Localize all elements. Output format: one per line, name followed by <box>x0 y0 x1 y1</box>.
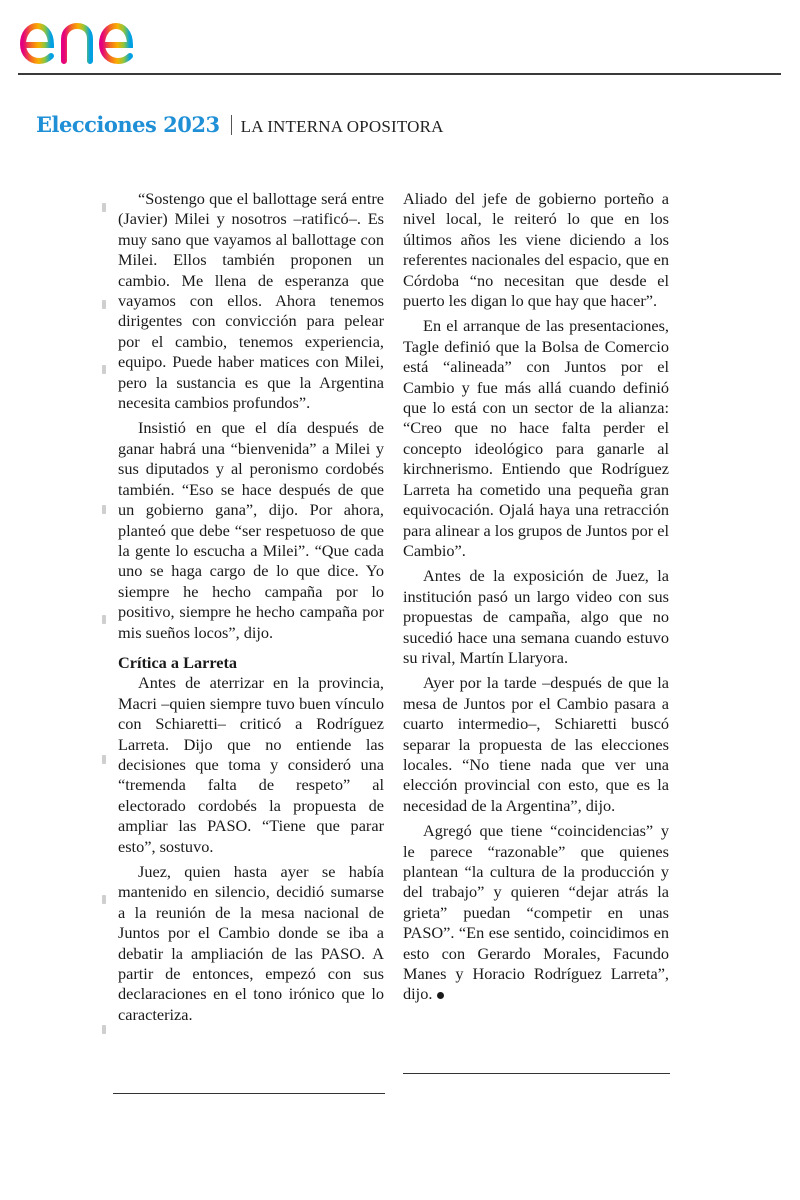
section-title: Elecciones 2023 <box>36 112 220 137</box>
subheading: Crítica a Larreta <box>118 652 238 672</box>
paragraph: Antes de la exposición de Juez, la institución pasó un largo video con sus propuestas de campaña, algo que no sucedió hace una semana cuando estuvo su rival, Martín Llaryora. <box>403 566 669 667</box>
paragraph-text: Agregó que tiene “coincidencias” y le parece “razonable” que quienes plantean “la cultura de la producción y del trabajo” y quieren “dejar atrás la grieta” puedan “competir en unas PASO”. “En ese sentido, coincidimos en esto con Gerardo Morales, Facundo Manes y Horacio Rodríguez Larreta”, dijo. <box>403 821 669 1004</box>
paragraph: Ayer por la tarde –después de que la mesa de Juntos por el Cambio pasara a cuarto intermedio–, Schiaretti buscó separar la propuesta de las elecciones locales. “No tiene nada que ver una elección provincial con esto, que es la necesidad de la Argentina”, dijo. <box>403 673 669 815</box>
column-2-end-rule <box>403 1073 670 1074</box>
section-separator <box>231 115 232 135</box>
paragraph: “Sostengo que el ballottage será entre (Javier) Milei y nosotros –ratificó–. Es muy sano que vayamos al ballottage con Milei. Ellos también proponen un cambio. Me llena de esperanza que vayamos con ellos. Ahora tenemos dirigentes con convicción para pelear por el cambio, tenemos experiencia, equipo. Puede haber matices con Milei, pero la sustancia es que la Argentina necesita cambios profundos”. <box>118 189 384 413</box>
paragraph: Insistió en que el día después de ganar habrá una “bienvenida” a Milei y sus diputados y al peronismo cordobés también. “Eso se hace después de que un gobierno gana”, dijo. Por ahora, planteó que debe “ser respetuoso de que la gente lo escucha a Milei”. “Que cada uno se haga cargo de lo que dice. Yo siempre he hecho campaña por lo positivo, siempre he hecho campaña por mis sueños locos”, dijo. <box>118 418 384 642</box>
article-column-1 <box>118 189 384 1030</box>
header-rule <box>18 73 781 75</box>
section-header <box>36 112 444 142</box>
end-mark-icon <box>437 992 444 999</box>
column-1-end-rule <box>113 1093 385 1094</box>
gutter-marks <box>102 195 108 1095</box>
paragraph: Juez, quien hasta ayer se había mantenido en silencio, decidió sumarse a la reunión de la mesa nacional de Juntos por el Cambio donde se iba a debatir la ampliación de las PASO. A partir de entonces, empezó con sus declaraciones en el tono irónico que lo caracteriza. <box>118 862 384 1024</box>
paragraph-final <box>403 821 669 1005</box>
paragraph: Antes de aterrizar en la provincia, Macri –quien siempre tuvo buen vínculo con Schiaretti– criticó a Rodríguez Larreta. Dijo que no entiende las decisiones que toma y consideró una “tremenda falta de respeto” al electorado cordobés la propuesta de ampliar las PASO. “Tiene que parar esto”, sostuvo. <box>118 673 384 856</box>
paragraph: En el arranque de las presentaciones, Tagle definió que la Bolsa de Comercio está “alineada” con Juntos por el Cambio y fue más allá cuando definió que lo está con un sector de la alianza: “Creo que no hace falta perder el concepto ideológico para ganarle al kirchnerismo. Entiendo que Rodríguez Larreta ha cometido una pequeña gran equivocación. Ojalá haya una retracción para alinear a los grupos de Juntos por el Cambio”. <box>403 316 669 560</box>
section-kicker: LA INTERNA OPOSITORA <box>240 117 444 136</box>
article-column-2 <box>403 189 669 1010</box>
paragraph: Aliado del jefe de gobierno porteño a nivel local, le reiteró lo que en los últimos años les viene diciendo a los referentes nacionales del espacio, que en Córdoba “no necesitan que desde el puerto les digan lo que hay que hacer”. <box>403 189 669 311</box>
enel-logo <box>18 4 183 66</box>
